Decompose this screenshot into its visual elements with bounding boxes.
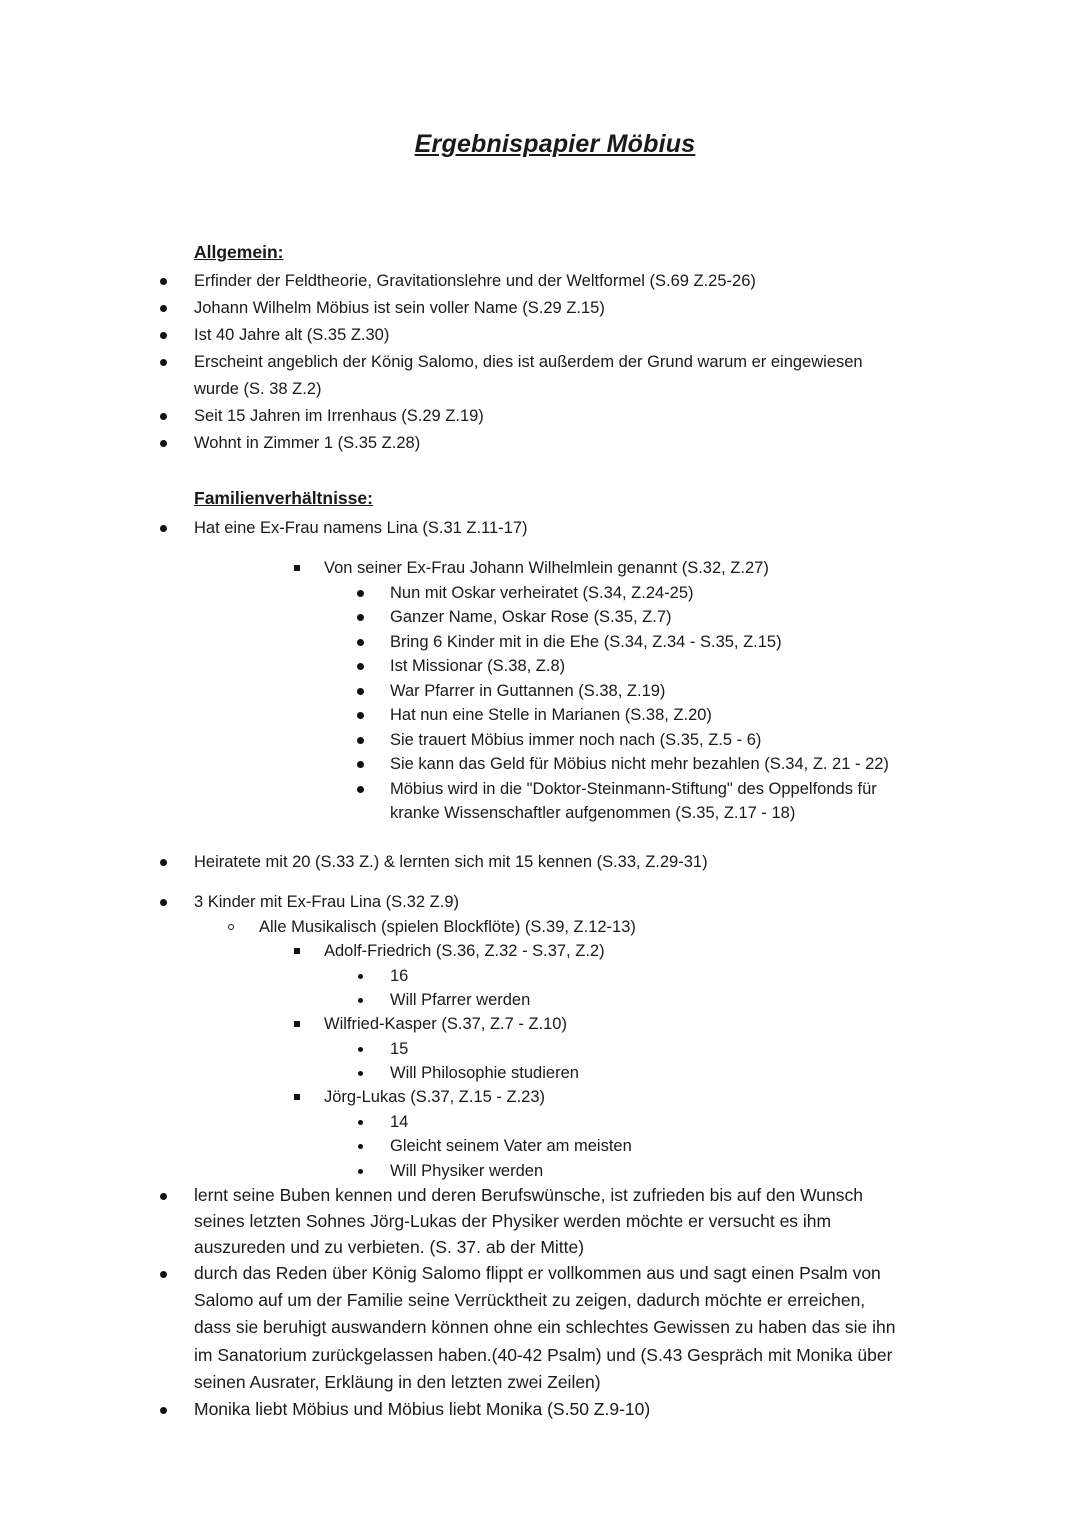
list-item: Seit 15 Jahren im Irrenhaus (S.29 Z.19): [194, 407, 484, 425]
bullet: [358, 1169, 363, 1174]
paragraph-line: im Sanatorium zurückgelassen haben.(40-42 Psalm) und (S.43 Gespräch mit Monika über: [194, 1345, 893, 1365]
bullet: [160, 413, 167, 420]
bullet: [160, 332, 167, 339]
bullet: [357, 737, 364, 744]
detail-item: Möbius wird in die "Doktor-Steinmann-Stiftung" des Oppelfonds für: [390, 780, 877, 798]
list-item-musikalisch: Alle Musikalisch (spielen Blockflöte) (S.39, Z.12-13): [259, 918, 636, 936]
bullet: [160, 278, 167, 285]
list-item: Erfinder der Feldtheorie, Gravitationslehre und der Weltformel (S.69 Z.25-26): [194, 272, 756, 290]
son-detail: 15: [390, 1040, 409, 1058]
list-item-continuation: wurde (S. 38 Z.2): [194, 380, 322, 398]
heading-familienverhaeltnisse: Familienverhältnisse:: [194, 488, 373, 508]
list-item-exfrau: Hat eine Ex-Frau namens Lina (S.31 Z.11-17): [194, 519, 528, 537]
son-detail: Gleicht seinem Vater am meisten: [390, 1137, 632, 1155]
bullet: [160, 859, 167, 866]
bullet: [357, 590, 364, 597]
bullet: [358, 1071, 363, 1076]
list-item-heirat: Heiratete mit 20 (S.33 Z.) & lernten sich mit 15 kennen (S.33, Z.29-31): [194, 853, 708, 871]
heading-allgemein: Allgemein:: [194, 242, 284, 262]
bullet: [160, 305, 167, 312]
detail-item: Sie kann das Geld für Möbius nicht mehr bezahlen (S.34, Z. 21 - 22): [390, 755, 889, 773]
detail-item: Bring 6 Kinder mit in die Ehe (S.34, Z.34 - S.35, Z.15): [390, 633, 782, 651]
square-bullet: [294, 948, 300, 954]
paragraph-line: auszureden und zu verbieten. (S. 37. ab der Mitte): [194, 1237, 585, 1257]
square-bullet: [294, 565, 300, 571]
detail-item: Hat nun eine Stelle in Marianen (S.38, Z.20): [390, 706, 712, 724]
paragraph-line: seinen Ausrater, Erkläung in den letzten zwei Zeilen): [194, 1372, 601, 1392]
bullet: [160, 899, 167, 906]
bullet: [358, 1047, 363, 1052]
bullet: [160, 1407, 167, 1414]
son-detail: Will Pfarrer werden: [390, 991, 531, 1009]
list-item: Wohnt in Zimmer 1 (S.35 Z.28): [194, 434, 421, 452]
list-item: Johann Wilhelm Möbius ist sein voller Name (S.29 Z.15): [194, 299, 605, 317]
circle-bullet: [228, 924, 234, 930]
list-item-exfrau-sub: Von seiner Ex-Frau Johann Wilhelmlein genannt (S.32, Z.27): [324, 559, 769, 577]
son-name: Jörg-Lukas (S.37, Z.15 - Z.23): [324, 1088, 546, 1106]
bullet: [160, 1271, 167, 1278]
paragraph-line: lernt seine Buben kennen und deren Berufswünsche, ist zufrieden bis auf den Wunsch: [194, 1185, 863, 1205]
detail-item: War Pfarrer in Guttannen (S.38, Z.19): [390, 682, 666, 700]
paragraph-line: durch das Reden über König Salomo flippt er vollkommen aus und sagt einen Psalm von: [194, 1263, 881, 1283]
bullet: [160, 359, 167, 366]
bullet: [160, 525, 167, 532]
bullet: [357, 712, 364, 719]
square-bullet: [294, 1094, 300, 1100]
bullet: [357, 639, 364, 646]
son-name: Wilfried-Kasper (S.37, Z.7 - Z.10): [324, 1015, 567, 1033]
bullet: [357, 614, 364, 621]
bullet: [358, 1144, 363, 1149]
bullet: [358, 998, 363, 1003]
bullet: [357, 688, 364, 695]
list-item-monika: Monika liebt Möbius und Möbius liebt Monika (S.50 Z.9-10): [194, 1399, 651, 1419]
bullet: [357, 663, 364, 670]
detail-item-continuation: kranke Wissenschaftler aufgenommen (S.35, Z.17 - 18): [390, 804, 796, 822]
son-detail: Will Philosophie studieren: [390, 1064, 579, 1082]
bullet: [358, 1120, 363, 1125]
bullet: [160, 440, 167, 447]
list-item-kinder: 3 Kinder mit Ex-Frau Lina (S.32 Z.9): [194, 893, 460, 911]
paragraph-line: dass sie beruhigt auswandern können ohne ein schlechtes Gewissen zu haben das sie ihn: [194, 1317, 896, 1337]
list-item: Erscheint angeblich der König Salomo, dies ist außerdem der Grund warum er eingewiesen: [194, 353, 863, 371]
square-bullet: [294, 1021, 300, 1027]
paragraph-line: seines letzten Sohnes Jörg-Lukas der Physiker werden möchte er versucht es ihm: [194, 1211, 832, 1231]
son-detail: 14: [390, 1113, 409, 1131]
son-detail: 16: [390, 967, 409, 985]
list-item: Ist 40 Jahre alt (S.35 Z.30): [194, 326, 390, 344]
detail-item: Nun mit Oskar verheiratet (S.34, Z.24-25): [390, 584, 694, 602]
paragraph-line: Salomo auf um der Familie seine Verrücktheit zu zeigen, dadurch möchte er erreichen,: [194, 1290, 866, 1310]
son-name: Adolf-Friedrich (S.36, Z.32 - S.37, Z.2): [324, 942, 605, 960]
detail-item: Ist Missionar (S.38, Z.8): [390, 657, 566, 675]
detail-item: Sie trauert Möbius immer noch nach (S.35, Z.5 - 6): [390, 731, 762, 749]
bullet: [160, 1193, 167, 1200]
bullet: [357, 786, 364, 793]
detail-item: Ganzer Name, Oskar Rose (S.35, Z.7): [390, 608, 672, 626]
document-title: Ergebnispapier Möbius: [414, 130, 696, 158]
son-detail: Will Physiker werden: [390, 1162, 544, 1180]
bullet: [358, 974, 363, 979]
bullet: [357, 761, 364, 768]
